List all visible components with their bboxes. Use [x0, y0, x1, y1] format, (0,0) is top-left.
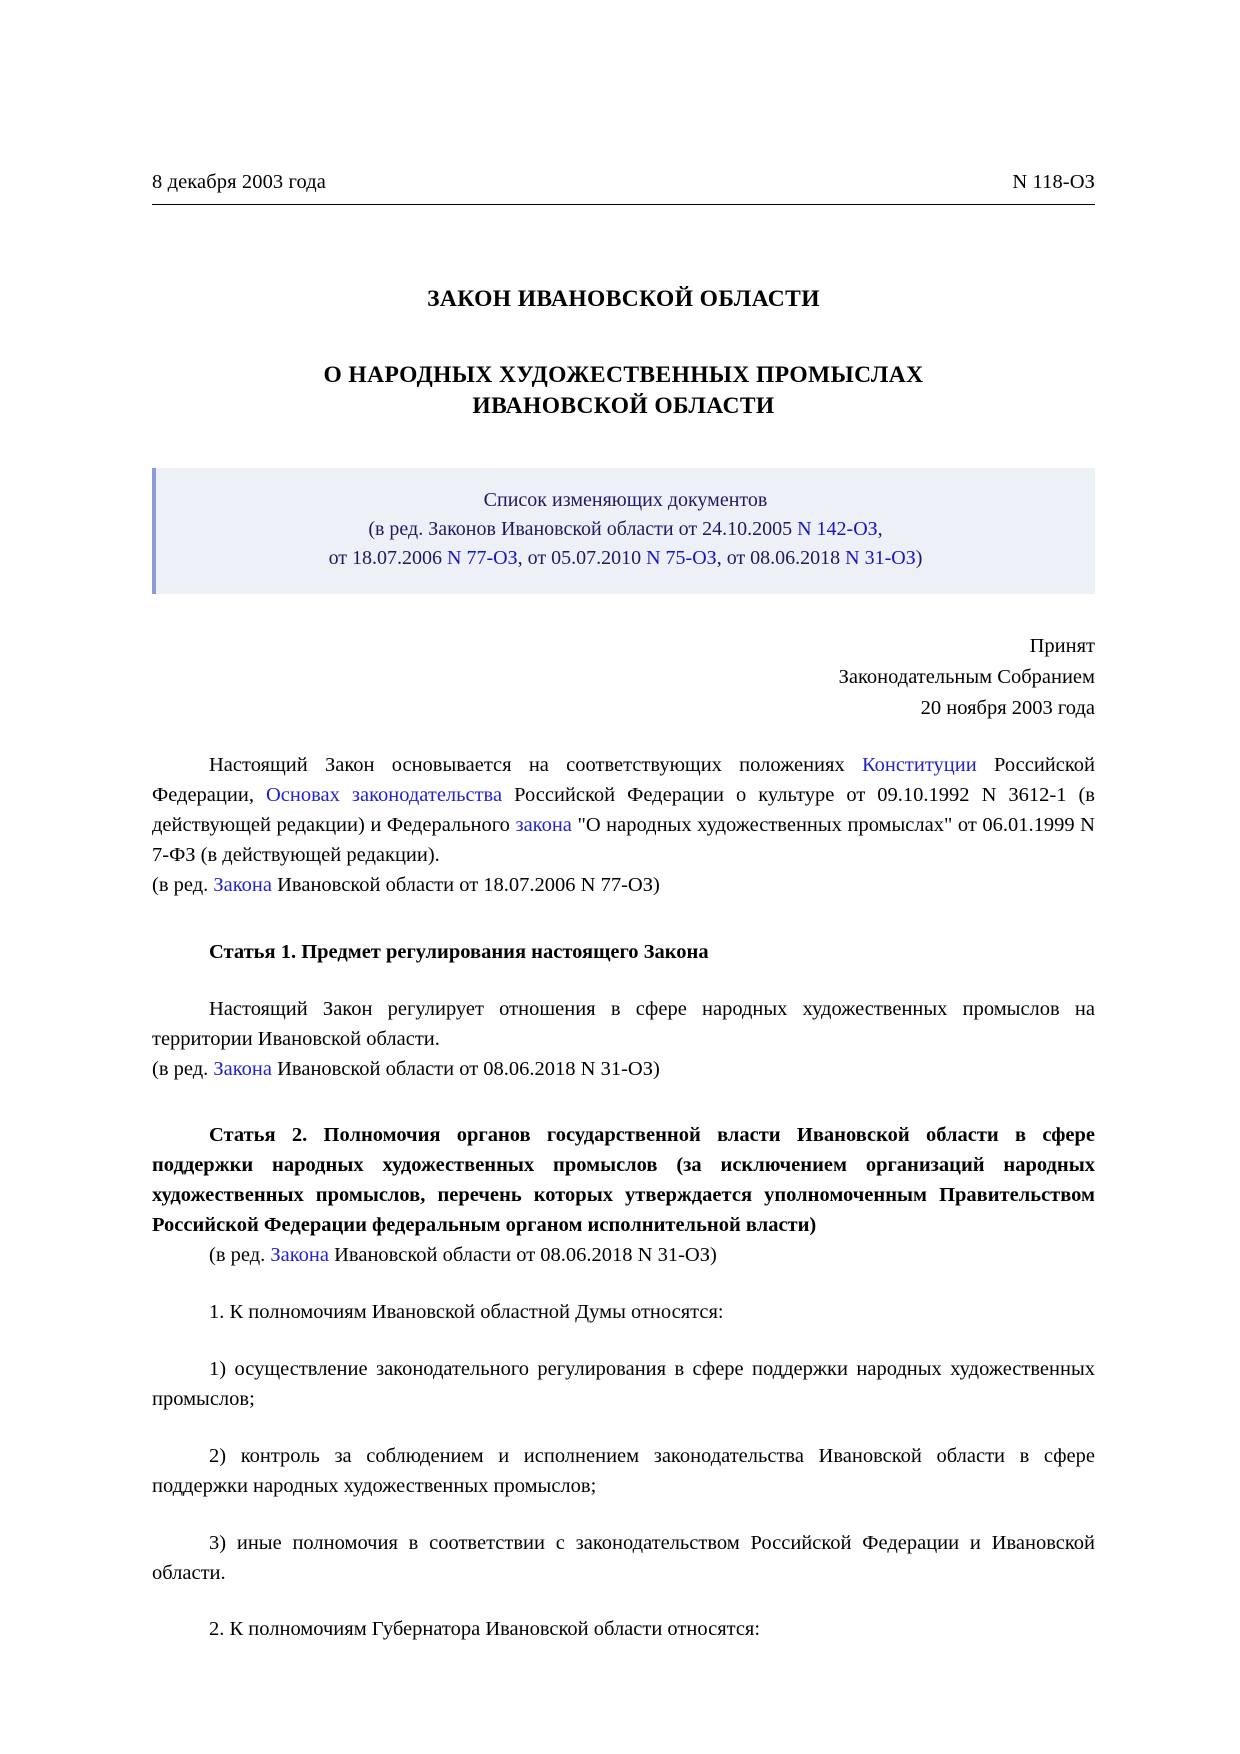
- article-1-note-prefix: (в ред.: [152, 1057, 214, 1080]
- document-subtitle-line-1: О НАРОДНЫХ ХУДОЖЕСТВЕННЫХ ПРОМЫСЛАХ: [323, 361, 924, 388]
- changes-line1-prefix: (в ред. Законов Ивановской области от 24.10.2005: [368, 518, 798, 541]
- adoption-date: 20 ноября 2003 года: [920, 696, 1095, 719]
- adoption-label: Принят: [1029, 634, 1095, 657]
- changing-documents-box: [152, 468, 1095, 594]
- article-2-item-1-3: 3) иные полномочия в соответствии с законодательством Российской Федерации и Ивановской области.: [152, 1531, 1095, 1584]
- revision-note-prefix: (в ред.: [152, 873, 214, 896]
- article-1-body: Настоящий Закон регулирует отношения в сфере народных художественных промыслов на территории Ивановской области.: [152, 997, 1095, 1050]
- page-title: ЗАКОН ИВАНОВСКОЙ ОБЛАСТИ: [427, 285, 820, 312]
- changes-line2-mid-1: , от 05.07.2010: [517, 547, 647, 570]
- preamble-revision-note: [152, 871, 1095, 901]
- preamble-paragraph: [152, 751, 1095, 871]
- preamble-text-a: Настоящий Закон основывается на соответствующих положениях: [209, 754, 862, 777]
- article-2-note-prefix: (в ред.: [209, 1244, 271, 1267]
- link-konstitucii[interactable]: Конституции: [861, 754, 977, 777]
- article-2-item-1-1: 1) осуществление законодательного регулирования в сфере поддержки народных художественных промыслов;: [152, 1357, 1095, 1410]
- revision-note-suffix: Ивановской области от 18.07.2006 N 77-ОЗ): [272, 873, 660, 896]
- article-1-revision-note: [152, 1055, 1095, 1085]
- adoption-authority: Законодательным Собранием: [838, 665, 1095, 688]
- document-number: N 118-ОЗ: [1012, 171, 1095, 193]
- link-zakona-31-oz-art2[interactable]: Закона: [270, 1244, 329, 1267]
- link-zakona-31-oz-art1[interactable]: Закона: [213, 1057, 272, 1080]
- article-2-item-1-intro: 1. К полномочиям Ивановской областной Думы относятся:: [209, 1301, 724, 1324]
- link-zakona-7-fz[interactable]: закона: [515, 813, 572, 836]
- article-2-revision-note: [152, 1241, 1095, 1271]
- article-2-item-2-intro: 2. К полномочиям Губернатора Ивановской области относятся:: [209, 1618, 761, 1641]
- document-subtitle: [152, 360, 1095, 423]
- article-2-item-1-2: 2) контроль за соблюдением и исполнением законодательства Ивановской области в сфере поддержки народных художественных промыслов;: [152, 1444, 1095, 1497]
- changing-documents-title: Список изменяющих документов: [483, 489, 768, 512]
- document-date: 8 декабря 2003 года: [152, 171, 326, 193]
- link-osnovah-zakonodatelstva[interactable]: Основах законодательства: [265, 784, 503, 807]
- article-2-heading: Статья 2. Полномочия органов государственной власти Ивановской области в сфере поддержки народных художественных промыслов (за исключением организаций народных художественных промыслов, перечень которых утверждается уполномоченным Правительством Российской Федерации федеральным органом исполнительной власти): [152, 1124, 1095, 1237]
- article-1-heading: Статья 1. Предмет регулирования настоящего Закона: [209, 940, 709, 963]
- article-1-note-suffix: Ивановской области от 08.06.2018 N 31-ОЗ): [272, 1057, 660, 1080]
- preamble-text-c: Российской Федерации о культуре от 09.10.1992 N 3612-1 (в действующей редакции) и Федерального: [152, 784, 1095, 836]
- changes-line2-prefix: от 18.07.2006: [328, 547, 448, 570]
- changing-document-link-77-oz[interactable]: N 77-ОЗ: [447, 547, 518, 570]
- preamble-text-d: "О народных художественных промыслах" от 06.01.1999 N 7-ФЗ (в действующей редакции).: [152, 813, 1095, 866]
- link-zakona-77-oz[interactable]: Закона: [213, 873, 272, 896]
- changing-documents-line-1: [184, 515, 1067, 544]
- preamble-text-b: Российской Федерации,: [152, 754, 1095, 807]
- changes-line2-mid-2: , от 08.06.2018: [716, 547, 846, 570]
- document-running-header: [152, 170, 1095, 205]
- changing-documents-line-2: [184, 544, 1067, 573]
- changing-document-link-142-oz[interactable]: N 142-ОЗ: [797, 518, 878, 541]
- adoption-block: [152, 631, 1095, 724]
- document-subtitle-line-2: ИВАНОВСКОЙ ОБЛАСТИ: [472, 392, 775, 419]
- article-2-note-suffix: Ивановской области от 08.06.2018 N 31-ОЗ): [329, 1244, 717, 1267]
- changing-document-link-75-oz[interactable]: N 75-ОЗ: [646, 547, 717, 570]
- changes-line2-suffix: ): [915, 547, 923, 570]
- changing-document-link-31-oz[interactable]: N 31-ОЗ: [845, 547, 916, 570]
- changes-line1-suffix: ,: [877, 518, 883, 541]
